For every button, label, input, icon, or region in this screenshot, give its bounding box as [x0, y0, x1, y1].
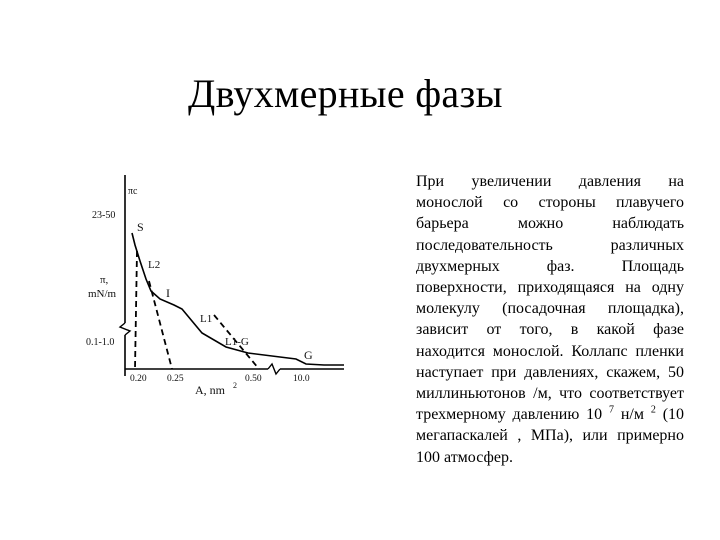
phase-label-l1: L1	[200, 313, 213, 325]
x-tick-0-25: 0.25	[167, 374, 184, 384]
y-axis-break	[120, 323, 130, 335]
phase-label-s: S	[137, 220, 144, 234]
exponent-2: 2	[650, 404, 656, 416]
phase-label-l1-g: L1-G	[225, 336, 249, 348]
dashed-line-solid-phase	[135, 251, 137, 369]
paragraph-part-2: н/м	[614, 406, 644, 424]
phase-label-g: G	[304, 348, 313, 362]
phase-label-l2: L2	[148, 259, 161, 271]
paragraph-part-3: (10 мегапаскалей , МПа), или примерно 100 атмосфер.	[416, 406, 685, 466]
phase-diagram	[84, 165, 384, 405]
x-axis-label-exponent: 2	[233, 381, 237, 390]
exponent-7: 7	[609, 404, 614, 416]
x-axis-break	[268, 364, 280, 374]
phase-diagram-svg	[84, 165, 384, 405]
x-axis-label: A, nm	[195, 383, 225, 397]
slide-title: Двухмерные фазы	[188, 71, 503, 116]
phase-label-i: I	[166, 286, 170, 300]
pi-c-label: πc	[128, 186, 138, 197]
y-tick-low: 0.1-1.0	[86, 337, 115, 348]
y-label-pi: π,	[100, 274, 109, 286]
y-tick-high: 23-50	[92, 210, 116, 221]
paragraph-part-1: При увеличении давления на монослой со стороны плавучего барьера можно наблюдать последовательность различных двухмерных фаз. Площадь поверхности, приходящаяся на одну молекулу (посадочная площадка), зависит от того, в какой фазе находится монослой. Коллапс пленки наступает при давлениях, скажем, 50 миллиньютонов /м, что соответствует трехмерному давлению 10	[416, 173, 684, 424]
x-tick-0-20: 0.20	[130, 374, 147, 384]
x-tick-0-50: 0.50	[245, 374, 262, 384]
y-label-unit: mN/m	[88, 288, 117, 300]
x-tick-10-0: 10.0	[293, 374, 310, 384]
body-paragraph	[416, 171, 684, 468]
